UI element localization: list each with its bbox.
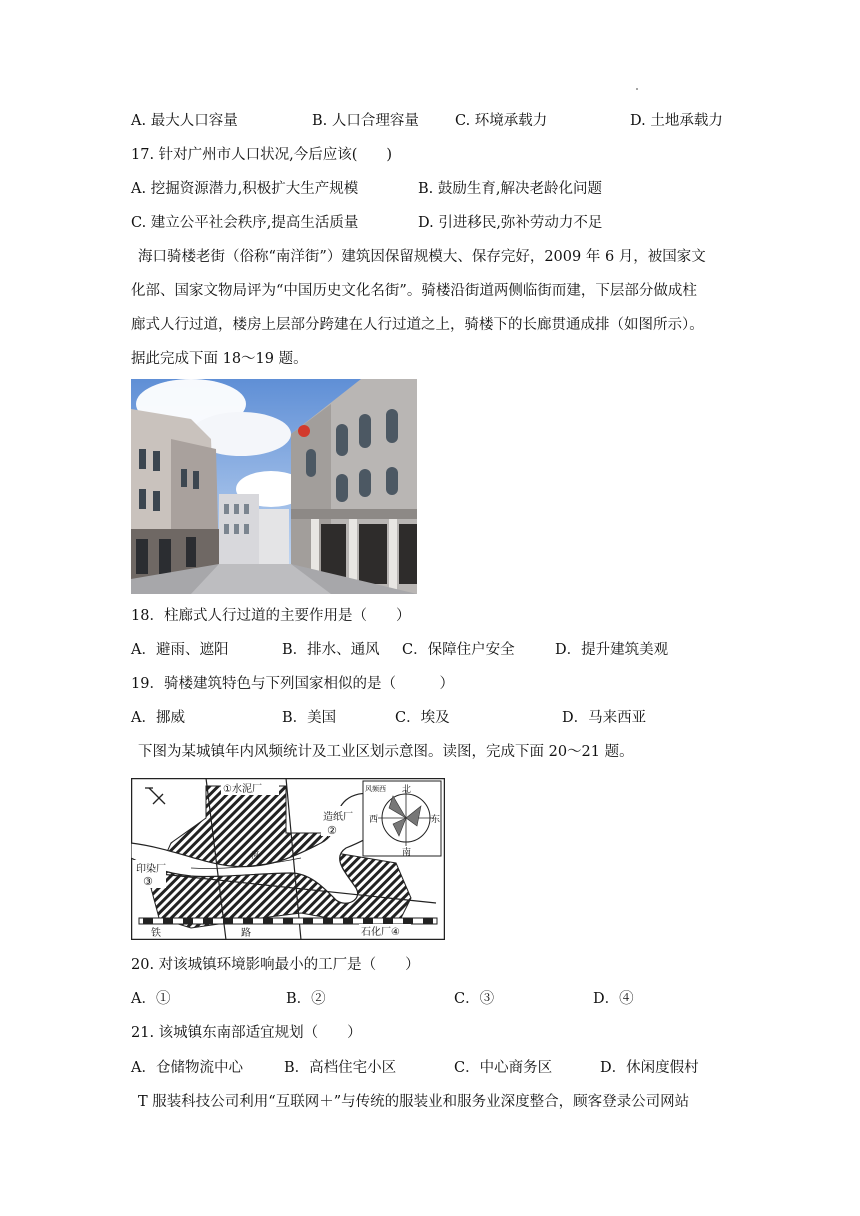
q21-option-a[interactable]: A．仓储物流中心	[131, 1060, 243, 1076]
stray-dot	[636, 88, 638, 90]
q16-option-a[interactable]: A. 最大人口容量	[131, 113, 238, 129]
factory-1-label: ①水泥厂	[223, 784, 262, 795]
q17-option-a[interactable]: A. 挖掘资源潜力,积极扩大生产规模	[131, 181, 359, 197]
q16-option-c[interactable]: C. 环境承载力	[455, 113, 548, 129]
passage3: T 服装科技公司利用“互联网＋”与传统的服装业和服务业深度整合，顾客登录公司网站	[138, 1094, 690, 1110]
q21-option-c[interactable]: C．中心商务区	[454, 1060, 553, 1076]
factory-3-number: ③	[143, 875, 153, 888]
q21-option-b[interactable]: B．高档住宅小区	[284, 1060, 397, 1076]
river-char: 河	[251, 851, 259, 860]
q19-option-b[interactable]: B．美国	[282, 710, 337, 726]
q21-stem: 21. 该城镇东南部适宜规划（ ）	[131, 1025, 362, 1041]
q16-option-b[interactable]: B. 人口合理容量	[312, 113, 419, 129]
q18-option-b[interactable]: B．排水、通风	[282, 642, 380, 658]
compass-west: 西	[369, 815, 379, 825]
q19-stem: 19．骑楼建筑特色与下列国家相似的是（ ）	[131, 676, 454, 692]
q17-stem: 17. 针对广州市人口状况,今后应该( )	[131, 147, 393, 163]
q18-option-a[interactable]: A．避雨、遮阳	[131, 642, 229, 658]
q18-option-c[interactable]: C．保障住户安全	[402, 642, 515, 658]
q19-option-d[interactable]: D．马来西亚	[562, 710, 647, 726]
passage2: 下图为某城镇年内风频统计及工业区划示意图。读图，完成下面 20～21 题。	[138, 744, 634, 760]
q16-option-d[interactable]: D. 土地承载力	[630, 113, 723, 129]
q20-stem: 20. 对该城镇环境影响最小的工厂是（ ）	[131, 957, 420, 973]
arcade-street-photo	[131, 379, 417, 594]
passage1-line-2: 化部、国家文物局评为“中国历史文化名街”。骑楼沿街道两侧临街而建，下层部分做成柱	[131, 283, 697, 299]
q17-option-b[interactable]: B. 鼓励生育,解决老龄化问题	[418, 181, 602, 197]
compass-east: 东	[431, 815, 441, 825]
compass-south: 南	[402, 848, 412, 858]
q21-option-d[interactable]: D．休闲度假村	[600, 1060, 699, 1076]
q19-option-c[interactable]: C．埃及	[395, 710, 450, 726]
q20-option-a[interactable]: A．①	[131, 991, 171, 1007]
passage1-line-3: 廊式人行过道，楼房上层部分跨建在人行过道之上，骑楼下的长廊贯通成排（如图所示）。	[131, 317, 704, 333]
industrial-zone-map	[131, 778, 445, 940]
q18-option-d[interactable]: D．提升建筑美观	[555, 642, 669, 658]
q20-option-c[interactable]: C．③	[454, 991, 495, 1007]
factory-2-label: 造纸厂	[323, 812, 353, 823]
q20-option-d[interactable]: D．④	[593, 991, 634, 1007]
passage1-line-4: 据此完成下面 18～19 题。	[131, 351, 308, 367]
railway-char-1: 铁	[151, 928, 161, 939]
q17-option-d[interactable]: D. 引进移民,弥补劳动力不足	[418, 215, 603, 231]
compass-north: 北	[402, 785, 412, 795]
wind-frequency-label: 风频西	[365, 785, 386, 793]
railway-char-2: 路	[241, 928, 251, 939]
factory-4-label: 石化厂④	[361, 927, 400, 938]
q19-option-a[interactable]: A．挪威	[131, 710, 185, 726]
q17-option-c[interactable]: C. 建立公平社会秩序,提高生活质量	[131, 215, 359, 231]
factory-3-label: 印染厂	[136, 864, 166, 875]
q20-option-b[interactable]: B．②	[286, 991, 326, 1007]
q18-stem: 18．柱廊式人行过道的主要作用是（ ）	[131, 608, 411, 624]
factory-2-number: ②	[327, 824, 337, 837]
passage1-line-1: 海口骑楼老街（俗称“南洋街”）建筑因保留规模大、保存完好，2009 年 6 月，被国家文	[138, 249, 706, 265]
